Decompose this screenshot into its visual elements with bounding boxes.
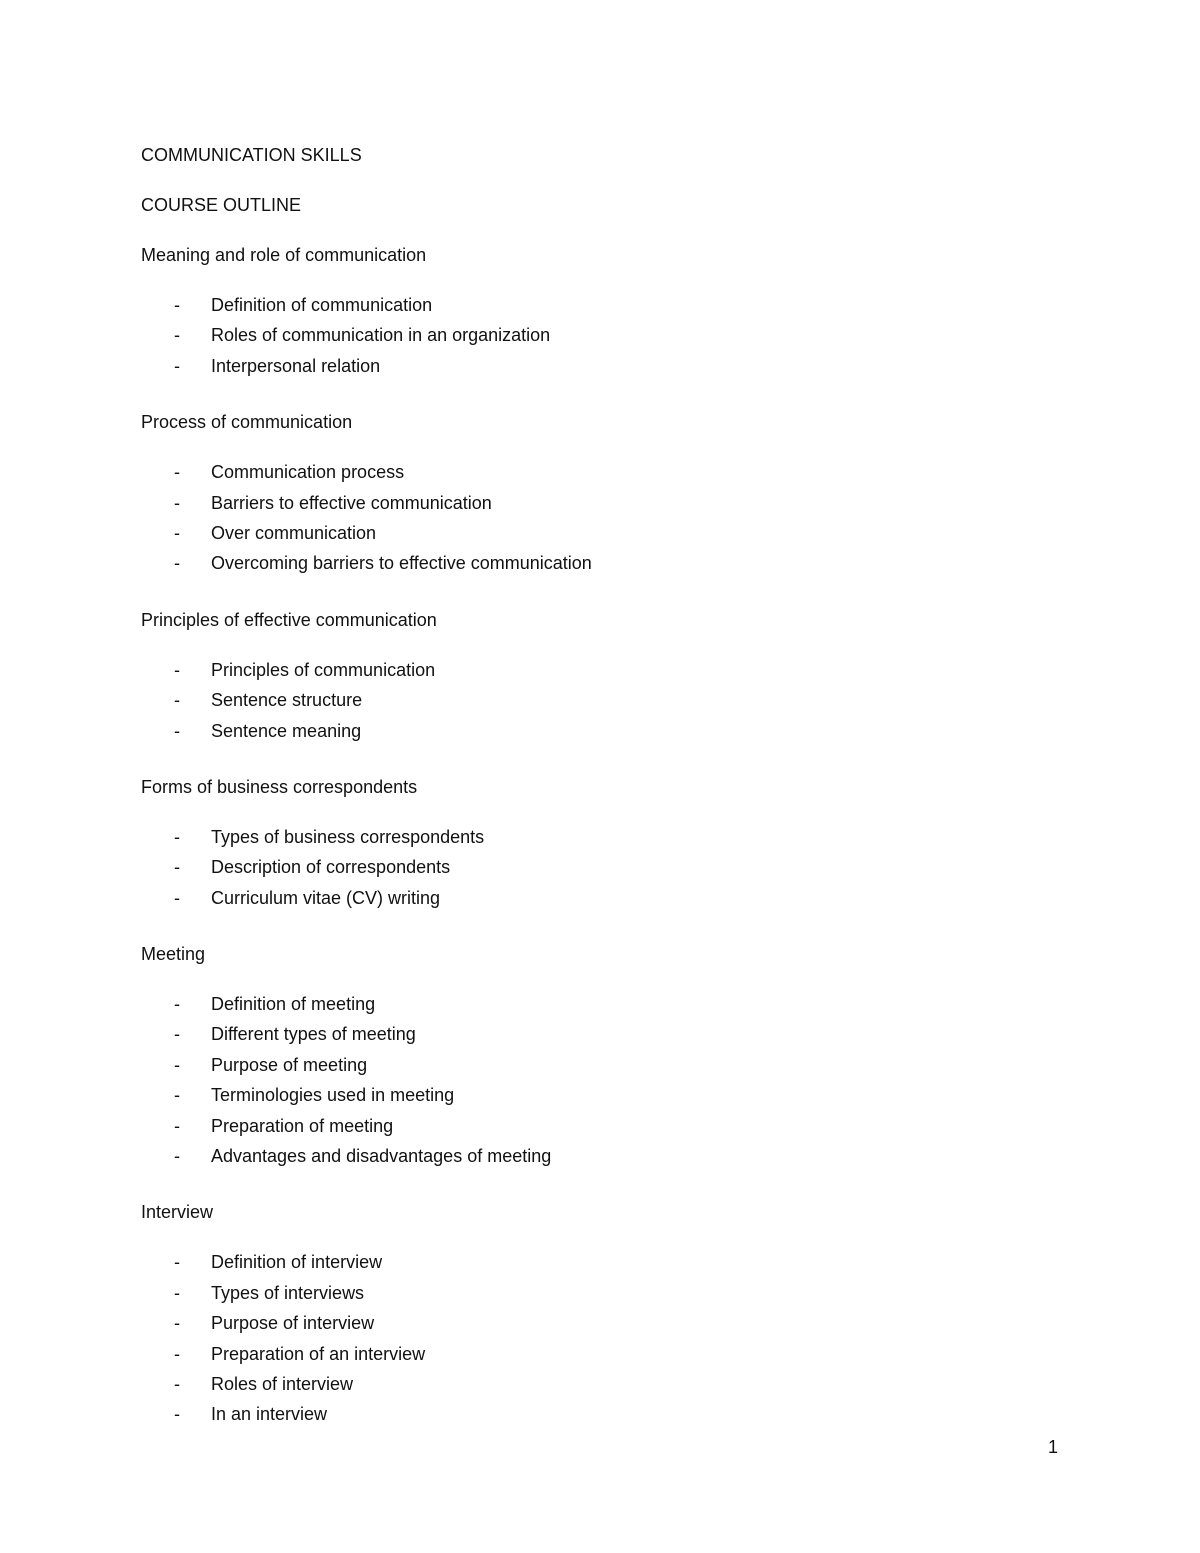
- dash-bullet: -: [174, 1282, 180, 1303]
- dash-bullet: -: [174, 492, 180, 513]
- section-list-item: [141, 323, 1101, 353]
- section-list-item: [141, 1342, 1101, 1372]
- list-item-text: Terminologies used in meeting: [211, 1085, 455, 1106]
- list-item-text: Roles of communication in an organization: [211, 325, 551, 346]
- section-list-item: [141, 354, 1101, 384]
- section-list-item: [141, 825, 1101, 855]
- section-heading: Forms of business correspondents: [141, 776, 418, 797]
- list-item-text: Sentence structure: [211, 690, 363, 711]
- dash-bullet: -: [174, 1146, 180, 1167]
- list-item-text: Preparation of an interview: [211, 1343, 426, 1364]
- section-list-item: [141, 551, 1101, 581]
- dash-bullet: -: [174, 1373, 180, 1394]
- section-list-item: [141, 1053, 1101, 1083]
- dash-bullet: -: [174, 1024, 180, 1045]
- list-item-text: Communication process: [211, 462, 405, 483]
- list-item-text: Sentence meaning: [211, 720, 362, 741]
- outline-section-process: [141, 410, 1101, 582]
- list-item-text: Definition of interview: [211, 1252, 383, 1273]
- outline-section-principles: [141, 608, 1101, 749]
- list-item-text: Curriculum vitae (CV) writing: [211, 887, 441, 908]
- list-item-text: Principles of communication: [211, 659, 436, 680]
- section-list-item: [141, 886, 1101, 916]
- outline-section-interview: [141, 1200, 1101, 1432]
- list-item-text: Types of interviews: [211, 1282, 365, 1303]
- list-item-text: Definition of communication: [211, 295, 433, 315]
- outline-section-business-correspondents: [141, 775, 1101, 916]
- dash-bullet: -: [174, 1085, 180, 1106]
- dash-bullet: -: [174, 355, 180, 376]
- dash-bullet: -: [174, 1404, 180, 1425]
- section-item-list: [141, 460, 1101, 582]
- list-item-text: Overcoming barriers to effective communication: [211, 553, 592, 574]
- dash-bullet: -: [174, 659, 180, 680]
- dash-bullet: -: [174, 325, 180, 346]
- section-list-item: [141, 688, 1101, 718]
- dash-bullet: -: [174, 462, 180, 483]
- list-item-text: Advantages and disadvantages of meeting: [211, 1146, 552, 1167]
- outline-section-meaning: [141, 243, 1101, 384]
- section-heading: Meeting: [141, 944, 206, 965]
- list-item-text: Preparation of meeting: [211, 1115, 394, 1136]
- section-heading: Meaning and role of communication: [141, 245, 427, 265]
- section-list-item: [141, 1083, 1101, 1113]
- section-list-item: [141, 1114, 1101, 1144]
- section-heading: Process of communication: [141, 412, 353, 433]
- section-item-list: [141, 1250, 1101, 1432]
- section-list-item: [141, 719, 1101, 749]
- dash-bullet: -: [174, 1115, 180, 1136]
- dash-bullet: -: [174, 887, 180, 908]
- section-list-item: [141, 1372, 1101, 1402]
- section-list-item: [141, 293, 1101, 323]
- section-list-item: [141, 658, 1101, 688]
- page-number: 1: [1048, 1437, 1059, 1457]
- dash-bullet: -: [174, 857, 180, 878]
- section-list-item: [141, 460, 1101, 490]
- dash-bullet: -: [174, 720, 180, 741]
- list-item-text: Over communication: [211, 522, 377, 543]
- list-item-text: Barriers to effective communication: [211, 492, 492, 513]
- dash-bullet: -: [174, 826, 180, 847]
- dash-bullet: -: [174, 522, 180, 543]
- section-list-item: [141, 1144, 1101, 1174]
- list-item-text: Interpersonal relation: [211, 355, 381, 376]
- list-item-text: Types of business correspondents: [211, 826, 485, 847]
- section-list-item: [141, 1281, 1101, 1311]
- dash-bullet: -: [174, 690, 180, 711]
- list-item-text: Definition of meeting: [211, 994, 376, 1015]
- section-list-item: [141, 1022, 1101, 1052]
- section-list-item: [141, 992, 1101, 1022]
- outline-section-meeting: [141, 942, 1101, 1174]
- section-item-list: [141, 825, 1101, 916]
- list-item-text: In an interview: [211, 1404, 328, 1425]
- dash-bullet: -: [174, 1054, 180, 1075]
- dash-bullet: -: [174, 1343, 180, 1364]
- list-item-text: Purpose of meeting: [211, 1054, 368, 1075]
- list-item-text: Roles of interview: [211, 1373, 354, 1394]
- section-heading: Interview: [141, 1202, 214, 1223]
- section-list-item: [141, 1250, 1101, 1280]
- section-list-item: [141, 521, 1101, 551]
- course-outline-heading: COURSE OUTLINE: [141, 195, 302, 215]
- section-heading: Principles of effective communication: [141, 609, 437, 630]
- dash-bullet: -: [174, 295, 180, 315]
- dash-bullet: -: [174, 1252, 180, 1273]
- document-title: COMMUNICATION SKILLS: [141, 145, 362, 165]
- section-list-item: [141, 1402, 1101, 1432]
- section-list-item: [141, 855, 1101, 885]
- section-item-list: [141, 992, 1101, 1174]
- section-item-list: [141, 658, 1101, 749]
- list-item-text: Description of correspondents: [211, 857, 451, 878]
- dash-bullet: -: [174, 1313, 180, 1334]
- document-body: [141, 143, 1101, 1459]
- section-item-list: [141, 293, 1101, 384]
- list-item-text: Purpose of interview: [211, 1313, 375, 1334]
- list-item-text: Different types of meeting: [211, 1024, 416, 1045]
- section-list-item: [141, 1311, 1101, 1341]
- section-list-item: [141, 491, 1101, 521]
- dash-bullet: -: [174, 553, 180, 574]
- dash-bullet: -: [174, 994, 180, 1015]
